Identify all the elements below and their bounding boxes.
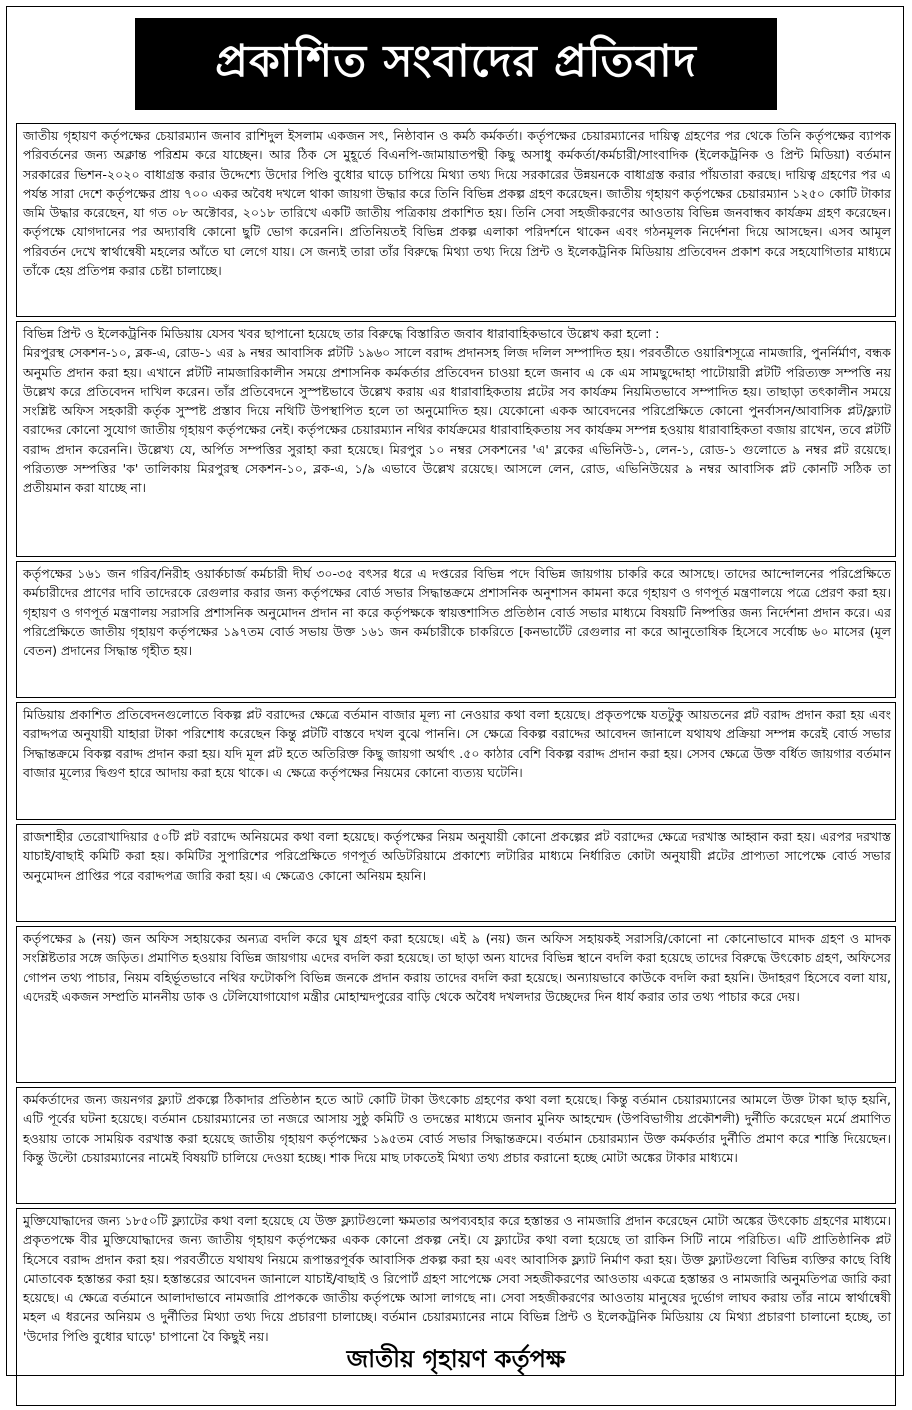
headline-text: প্রকাশিত সংবাদের প্রতিবাদ [215, 35, 697, 87]
paragraph-mirpur-plot [16, 321, 896, 557]
paragraph-alternative-plot [16, 702, 896, 820]
paragraph-text: কর্তৃপক্ষের ৯ (নয়) জন অফিস সহায়কের অন্যত্র বদলি করে ঘুষ গ্রহণ করা হয়েছে। এই ৯ (নয়) জন অফিস সহায়কই সরাসরি/কোনো না কোনোভাবে মাদক গ্রহণ ও মাদক সংশ্লিষ্টতার সঙ্গে জড়িত। প্রমাণিত হওয়ায় বিভিন্ন জায়গায় এদের বদলি করা হয়েছে। তা ছাড়া অন্য যাদের বিভিন্ন স্থানে বদলি করা হয়েছে তাদের বিরুদ্ধে উৎকোচ গ্রহণ, অফিসের গোপন তথ্য পাচার, নিয়ম বহির্ভূতভাবে নথির ফটোকপি বিভিন্ন জনকে প্রদান করায় তাদের বদলি করা হয়েছে। অন্যায়ভাবে কাউকে বদলি করা হয়নি। উদাহরণ হিসেবে বলা যায়, এদেরই একজন সম্প্রতি মাননীয় ডাক ও টেলিযোগাযোগ মন্ত্রীর মোহাম্মদপুরের বাড়ি থেকে অবৈধ দখলদার উচ্ছেদের দিন ধার্য করার তার তথ্য পাচার করে দেয়। [23, 931, 891, 1004]
paragraph-workcharge-employees [16, 561, 896, 698]
article-body [16, 123, 896, 1410]
paragraph-text: মুক্তিযোদ্ধাদের জন্য ১৮৫০টি ফ্ল্যাটের কথা বলা হয়েছে যে উক্ত ফ্ল্যাটগুলো ক্ষমতার অপব্যবহার করে হস্তান্তর ও নামজারি প্রদান করেছেন মোটা অঙ্কের উৎকোচ গ্রহণের মাধ্যমে। প্রকৃতপক্ষে বীর মুক্তিযোদ্ধাদের জন্য জাতীয় গৃহায়ণ কর্তৃপক্ষের একক কোনো প্রকল্প নেই। যে ফ্ল্যাটের কথা বলা হয়েছে তা রাকিন সিটি নামে পরিচিত। এটি প্রাতিষ্ঠানিক প্লট হিসেবে বরাদ্দ প্রদান করা হয়। পরবর্তীতে যথাযথ নিয়মে রূপান্তরপূর্বক আবাসিক প্রকল্প করা হয় এবং আবাসিক ফ্ল্যাট নির্মাণ করা হয়। উক্ত ফ্ল্যাটগুলো বিভিন্ন ব্যক্তির কাছে বিধি মোতাবেক হস্তান্তর করা হয়। হস্তান্তরের আবেদন জানালে যাচাই/বাছাই ও রিপোর্ট গ্রহণ সাপেক্ষে সেবা সহজীকরণের আওতায় একত্রে হস্তান্তর ও নামজারি অনুমতিপত্র জারি করা হয়েছে। এ ক্ষেত্রে বর্তমানে আলাদাভাবে নামজারি প্রাপককে জাতীয় কর্তৃপক্ষে আসা লাগছে না। সেবা সহজীকরণের আওতায় মানুষের দুর্ভোগ লাঘব করায় তাঁর নামে স্বার্থান্বেষী মহল এ ধরনের অনিয়ম ও দুর্নীতির মিথ্যা তথ্য দিয়ে প্রচারণা চালাচ্ছে। বর্তমান চেয়ারম্যানের নামে বিভিন্ন প্রিন্ট ও ইলেকট্রনিক মিডিয়ায় যে মিথ্যা প্রচারণা চালানো হচ্ছে, তা 'উদোর পিণ্ডি বুধোর ঘাড়ে' চাপানো বৈ কিছুই নয়। [23, 1213, 891, 1344]
paragraph-text: কর্মকর্তাদের জন্য জয়নগর ফ্ল্যাট প্রকল্পে ঠিকাদার প্রতিষ্ঠান হতে আট কোটি টাকা উৎকোচ গ্রহণের কথা বলা হয়েছে। কিন্তু বর্তমান চেয়ারম্যানের আমলে উক্ত টাকা ছাড় হয়নি, এটি পূর্বের ঘটনা হয়েছে। বর্তমান চেয়ারম্যানের তা নজরে আসায় সুষ্ঠু কমিটি ও তদন্তের মাধ্যমে জনাব মুনিফ আহম্মেদ (উপবিভাগীয় প্রকৌশলী) দুর্নীতি করেছেন মর্মে প্রমাণিত হওয়ায় তাকে সাময়িক বরখাস্ত করা হয়েছে জাতীয় গৃহায়ণ কর্তৃপক্ষের ১৯৫তম বোর্ড সভার সিদ্ধান্তক্রমে। বর্তমান চেয়ারম্যান উক্ত কর্মকর্তার দুর্নীতি প্রমাণ করে শাস্তি দিয়েছেন। কিন্তু উল্টো চেয়ারম্যানের নামেই বিষয়টি চালিয়ে দেওয়া হচ্ছে। শাক দিয়ে মাছ ঢাকতেই মিথ্যা তথ্য প্রচার করানো হচ্ছে মোটা অঙ্কের টাকার মাধ্যমে। [23, 1092, 891, 1165]
paragraph-rajshahi-plots [16, 824, 896, 922]
paragraph-text: মিরপুরস্থ সেকশন-১০, ব্লক-এ, রোড-১ এর ৯ নম্বর আবাসিক প্লটটি ১৯৬০ সালে বরাদ্দ প্রদানসহ লিজ দলিল সম্পাদিত হয়। পরবর্তীতে ওয়ারিশসূত্রে নামজারি, পুনর্নির্মাণ, বন্ধক অনুমতি প্রদান করা হয়। এখানে প্লটটি নামজারিকালীন সময়ে প্রশাসনিক কর্মকর্তার প্রতিবেদন চাওয়া হলে জনাব এ কে এম সামছুদ্দোহা পাটোয়ারী প্লটটি পরিত্যক্ত সম্পত্তি নয় উল্লেখ করে প্রতিবেদন দাখিল করেন। তাঁর প্রতিবেদনে সুস্পষ্টভাবে উল্লেখ করায় এর ধারাবাহিকতায় প্লটের সব কার্যক্রম নিয়মিতভাবে সম্পাদিত হয়। তাছাড়া তৎকালীন সময়ে সংশ্লিষ্ট অফিস সহকারী কর্তৃক সুস্পষ্ট প্রস্তাব দিয়ে নথিটি উপস্থাপিত হলে তা অনুমোদিত হয়। যেকোনো একক আবেদনের পরিপ্রেক্ষিতে কোনো পুনর্বাসন/আবাসিক প্লট/ফ্ল্যাট বরাদ্দের কোনো সুযোগ জাতীয় গৃহায়ণ কর্তৃপক্ষের নেই। কর্তৃপক্ষের চেয়ারম্যান নথির কার্যক্রমের ধারাবাহিকতায় সব কার্যক্রম সম্পন্ন হওয়ায় ধারাবাহিকতা বজায় রাখেন, তবে প্লটটি বরাদ্দ প্রদান করেননি। উল্লেখ্য যে, অর্পিত সম্পত্তির সুরাহা করা হয়েছে। মিরপুর ১০ নম্বর সেকশনের 'এ' ব্লকের এভিনিউ-১, লেন-১, রোড-১ গুলোতে ৯ নম্বর প্লট রয়েছে। পরিত্যক্ত সম্পত্তির 'ক' তালিকায় মিরপুরস্থ সেকশন-১০, ব্লক-এ, ১/৯ এভাবে উল্লেখ রয়েছে। আসলে লেন, রোড, এভিনিউয়ের ৯ নম্বর আবাসিক প্লট কোনটি সঠিক তা প্রতীয়মান করা যাচ্ছে না। [23, 345, 891, 496]
paragraph-text: জাতীয় গৃহায়ণ কর্তৃপক্ষের চেয়ারম্যান জনাব রাশিদুল ইসলাম একজন সৎ, নিষ্ঠাবান ও কর্মঠ কর্মকর্তা। কর্তৃপক্ষের চেয়ারম্যানের দায়িত্ব গ্রহণের পর থেকে তিনি কর্তৃপক্ষের ব্যাপক পরিবর্তনের জন্য অক্লান্ত পরিশ্রম করে যাচ্ছেন। আর ঠিক সে মুহূর্তে বিএনপি-জামায়াতপন্থী কিছু অসাধু কর্মকর্তা/কর্মচারী/সাংবাদিক (ইলেকট্রনিক ও প্রিন্ট মিডিয়া) বর্তমান সরকারের ভিশন-২০২০ বাধাগ্রস্ত করার উদ্দেশ্যে উদোর পিণ্ডি বুধোর ঘাড়ে চাপিয়ে মিথ্যা তথ্য দিয়ে সরকারের উন্নয়নকে বাধাগ্রস্ত করার পাঁয়তারা করছে। দায়িত্ব গ্রহণের পর এ পর্যন্ত সারা দেশে কর্তৃপক্ষের প্রায় ৭০০ একর অবৈধ দখলে থাকা জায়গা উদ্ধার করে তিনি বিভিন্ন প্রকল্প গ্রহণ করেছেন। জাতীয় গৃহায়ণ কর্তৃপক্ষের চেয়ারম্যান ১২৫০ কোটি টাকার জমি উদ্ধার করেছেন, যা গত ০৮ অক্টোবর, ২০১৮ তারিখে একটি জাতীয় পত্রিকায় প্রকাশিত হয়। তিনি সেবা সহজীকরণের আওতায় বিভিন্ন জনবান্ধব কার্যক্রম গ্রহণ করেছেন। কর্তৃপক্ষে যোগদানের পর অদ্যাবধি কোনো ছুটি ভোগ করেননি। প্রতিনিয়তই বিভিন্ন প্রকল্প এলাকা পরিদর্শনে থাকেন এবং গঠনমূলক নির্দেশনা দিয়ে আসছেন। এসব আমূল পরিবর্তন দেখে স্বার্থান্বেষী মহলের আঁতে ঘা লেগে যায়। সে জন্যই তারা তাঁর বিরুদ্ধে মিথ্যা তথ্য দিয়ে প্রিন্ট ও ইলেকট্রনিক মিডিয়ায় প্রতিবেদন প্রকাশ করে সহযোগিতার মাধ্যমে তাঁকে হেয় প্রতিপন্ন করার চেষ্টা চালাচ্ছে। [23, 128, 891, 279]
paragraph-text: রাজশাহীর তেরোখাদিয়ার ৫০টি প্লট বরাদ্দে অনিয়মের কথা বলা হয়েছে। কর্তৃপক্ষের নিয়ম অনুযায়ী কোনো প্রকল্পের প্লট বরাদ্দের ক্ষেত্রে দরখাস্ত আহ্বান করা হয়। এরপর দরখাস্ত যাচাই/বাছাই কমিটি করা হয়। কমিটির সুপারিশের পরিপ্রেক্ষিতে গণপূর্ত অডিটরিয়ামে প্রকাশ্যে লটারির মাধ্যমে নির্ধারিত কোটা অনুযায়ী প্লটের প্রাপ্যতা সাপেক্ষে বোর্ড সভার অনুমোদন প্রাপ্তির পরে বরাদ্দপত্র জারি করা হয়। এ ক্ষেত্রেও কোনো অনিয়ম হয়নি। [23, 829, 891, 883]
paragraph-joynagar-flats [16, 1087, 896, 1204]
paragraph-chairman-integrity [16, 123, 896, 317]
paragraph-text: কর্তৃপক্ষের ১৬১ জন গরিব/নিরীহ ওয়ার্কচার্জ কর্মচারী দীর্ঘ ৩০-৩৫ বৎসর ধরে এ দপ্তরের বিভিন্ন পদে বিভিন্ন জায়গায় চাকরি করে আসছে। তাদের আন্দোলনের পরিপ্রেক্ষিতে কর্মচারীদের প্রাণের দাবি তাদেরকে রেগুলার করার জন্য কর্তৃপক্ষের বোর্ড সভার সিদ্ধান্তক্রমে প্রশাসনিক অনুশাসন কামনা করে গৃহায়ণ ও গণপূর্ত মন্ত্রণালয়ে পত্রে প্রেরণ করা হয়। গৃহায়ণ ও গণপূর্ত মন্ত্রণালয় সরাসরি প্রশাসনিক অনুমোদন প্রদান না করে কর্তৃপক্ষকে স্বায়ত্তশাসিত প্রতিষ্ঠান বোর্ড সভার মাধ্যমে বিষয়টি নিষ্পত্তির জন্য নির্দেশনা প্রদান করে। এর পরিপ্রেক্ষিতে জাতীয় গৃহায়ণ কর্তৃপক্ষের ১৯৭তম বোর্ড সভায় উক্ত ১৬১ জন কর্মচারীকে চাকরিতে [কনভার্টেট রেগুলার না করে আনুতোষিক হিসেবে সর্বোচ্চ ৬০ মাসের (মূল বেতন) প্রদানের সিদ্ধান্ত গৃহীত হয়। [23, 566, 891, 659]
paragraph-office-assistants [16, 926, 896, 1083]
paragraph-text: মিডিয়ায় প্রকাশিত প্রতিবেদনগুলোতে বিকল্প প্লট বরাদ্দের ক্ষেত্রে বর্তমান বাজার মূল্য না নেওয়ার কথা বলা হয়েছে। প্রকৃতপক্ষে যতটুকু আয়তনের প্লট বরাদ্দ প্রদান করা হয় এবং বরাদ্দপত্র অনুযায়ী যাহারা টাকা পরিশোধ করেছেন কিন্তু প্লটটি বাস্তবে দখল বুঝে পাননি। সে ক্ষেত্রে বিকল্প বরাদ্দের আবেদন জানালে যথাযথ প্রক্রিয়া সম্পন্ন করেই বোর্ড সভার সিদ্ধান্তক্রমে বিকল্প বরাদ্দ প্রদান করা হয়। যদি মূল প্লট হতে অতিরিক্ত কিছু জায়গা অর্থাৎ .৫০ কাঠার বেশি বিকল্প বরাদ্দ প্রদান করা হয়। সেসব ক্ষেত্রে উক্ত বর্ধিত জায়গার বর্তমান বাজার মূল্যের দ্বিগুণ হারে আদায় করা হয়ে থাকে। এ ক্ষেত্রে কর্তৃপক্ষের নিয়মের কোনো ব্যত্যয় ঘটেনি। [23, 707, 891, 780]
signature-authority: জাতীয় গৃহায়ণ কর্তৃপক্ষ [346, 1345, 566, 1373]
paragraph-intro-text: বিভিন্ন প্রিন্ট ও ইলেকট্রনিক মিডিয়ায় যেসব খবর ছাপানো হয়েছে তার বিরুদ্ধে বিস্তারিত জবাব ধারাবাহিকভাবে উল্লেখ করা হলো : [23, 326, 660, 341]
headline-banner [135, 18, 777, 110]
